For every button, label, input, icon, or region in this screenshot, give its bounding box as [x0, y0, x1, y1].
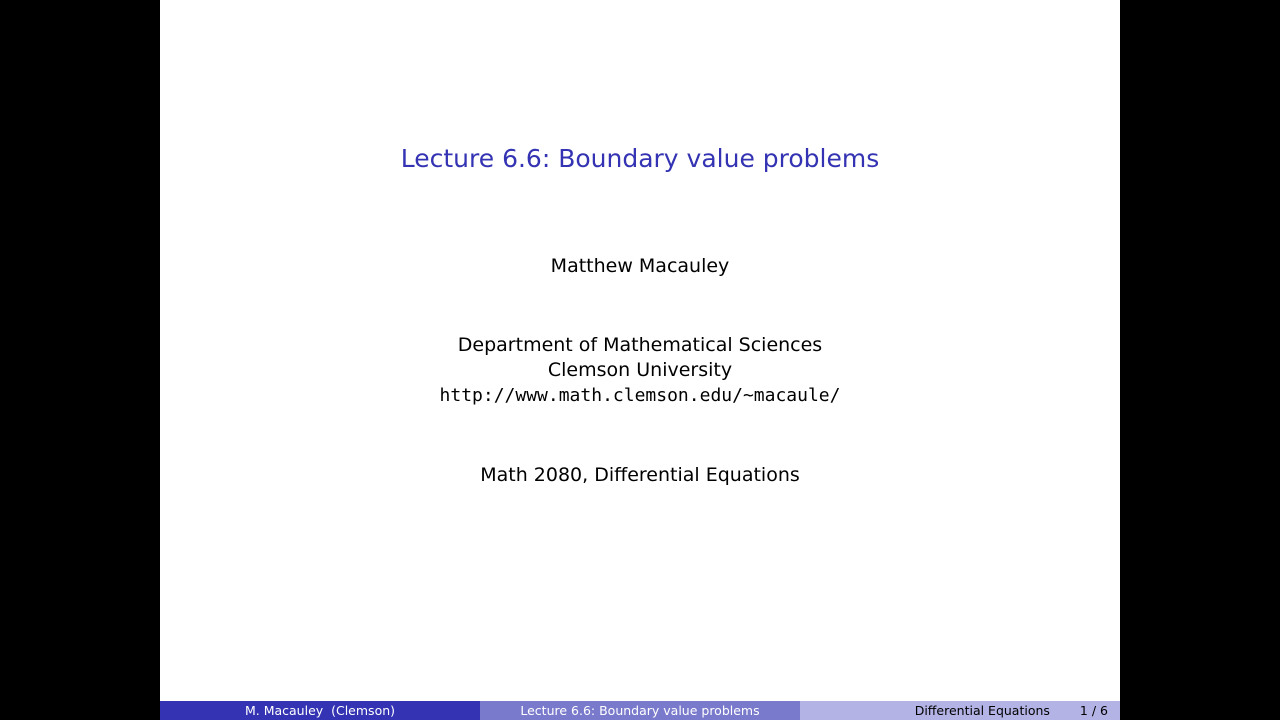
footer-author: M. Macauley (Clemson): [160, 701, 480, 720]
university: Clemson University: [547, 359, 733, 381]
url: http://www.math.clemson.edu/~macaule/: [439, 385, 841, 406]
footer-title: Lecture 6.6: Boundary value problems: [480, 701, 800, 720]
course: Math 2080, Differential Equations: [480, 464, 800, 486]
author: Matthew Macauley: [550, 255, 730, 277]
slide: [160, 0, 1120, 720]
slide-title: Lecture 6.6: Boundary value problems: [400, 144, 880, 173]
footer-right: [800, 701, 1120, 720]
department: Department of Mathematical Sciences: [457, 334, 823, 356]
page-number: 1 / 6: [1079, 703, 1108, 718]
footer-course: Differential Equations: [914, 703, 1050, 718]
footer: [160, 701, 1120, 720]
